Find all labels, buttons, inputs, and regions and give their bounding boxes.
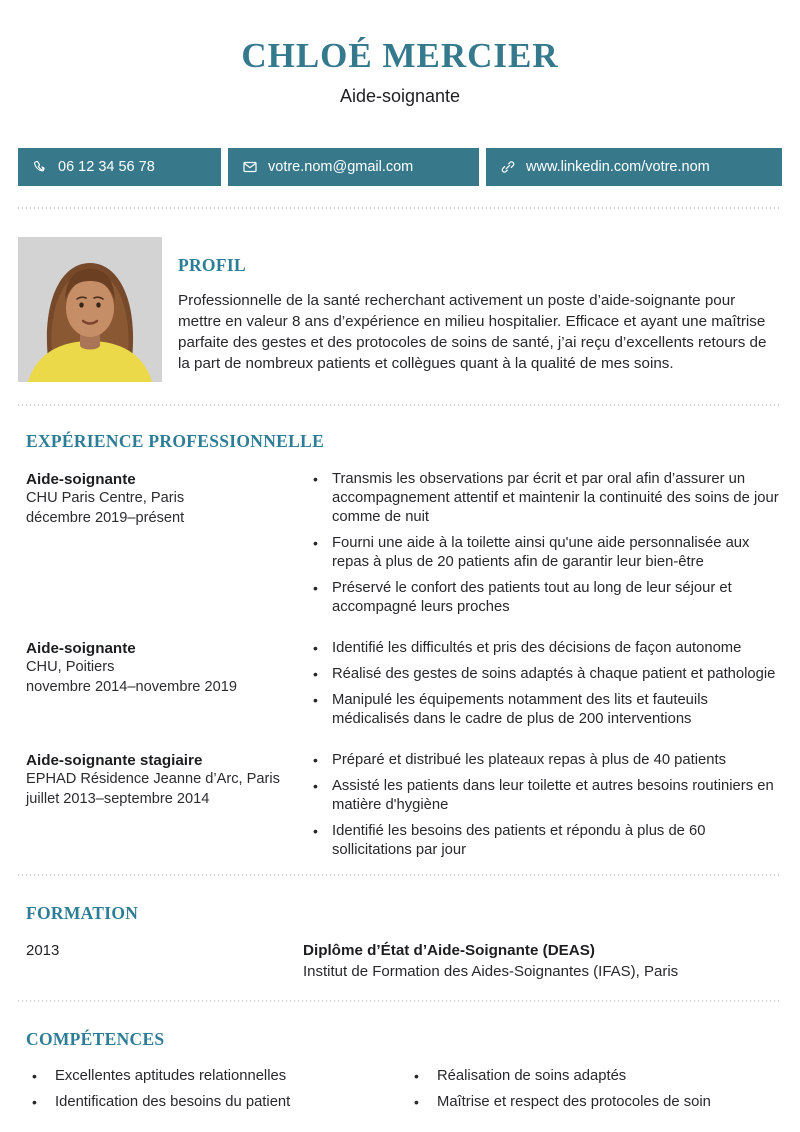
formation-heading: FORMATION <box>26 903 139 923</box>
email-address: votre.nom@gmail.com <box>268 159 414 175</box>
skills-column-left <box>18 1067 400 1112</box>
skill-item: • Maîtrise et respect des protocoles de soin <box>400 1093 782 1112</box>
job-bullets <box>303 470 782 617</box>
experience-heading: EXPÉRIENCE PROFESSIONNELLE <box>26 431 325 451</box>
job-title: Aide-soignante <box>26 640 136 657</box>
job-dates: décembre 2019–présent <box>26 509 185 526</box>
job-title-subtitle: Aide-soignante <box>339 86 461 106</box>
bullet-item: • Assisté les patients dans leur toilette et autres besoins routiniers en matière d'hygiène <box>303 777 782 815</box>
bullet-item: • Transmis les observations par écrit et par oral afin d’assurer un accompagnement attentif et maintenir la continuité des soins de jour comme de nuit <box>303 470 782 527</box>
divider <box>18 207 782 209</box>
job-entry <box>18 751 782 860</box>
phone-number: 06 12 34 56 78 <box>58 159 155 175</box>
section-formation <box>18 902 782 982</box>
contact-bar <box>18 148 782 186</box>
profil-heading: PROFIL <box>178 255 246 275</box>
formation-entry <box>18 940 782 982</box>
phone-icon <box>32 159 48 175</box>
linkedin-url: www.linkedin.com/votre.nom <box>526 159 710 175</box>
email-icon <box>242 159 258 175</box>
skills-grid <box>18 1067 782 1112</box>
formation-school: Institut de Formation des Aides-Soignantes (IFAS), Paris <box>303 963 679 980</box>
competences-heading: COMPÉTENCES <box>26 1029 165 1049</box>
profile-photo <box>18 237 162 382</box>
divider <box>18 1000 782 1002</box>
bullet-item: • Fourni une aide à la toilette ainsi qu'une aide personnalisée aux repas à plus de 20 patients afin de garantir leur bien-être <box>303 534 782 572</box>
profil-text: Professionnelle de la santé recherchant activement un poste d’aide-soignante pour mettre en valeur 8 ans d’expérience en milieu hospitalier. Efficace et ayant une maîtrise parfaite des gestes et des protocoles de soins de santé, j’ai reçu d’excellents retours de la part de nombreux patients et collègues quant à la qualité de mes soins. <box>178 292 767 372</box>
job-entry <box>18 639 782 729</box>
bullet-item: • Réalisé des gestes de soins adaptés à chaque patient et pathologie <box>303 665 782 684</box>
job-bullets <box>303 639 782 729</box>
bullet-item: • Identifié les besoins des patients et répondu à plus de 60 sollicitations par jour <box>303 822 782 860</box>
divider <box>18 404 782 406</box>
bullet-item: • Manipulé les équipements notamment des lits et fauteuils médicalisés dans le cadre de plus de 200 interventions <box>303 691 782 729</box>
job-bullets <box>303 751 782 860</box>
divider <box>18 874 782 876</box>
phone-chip[interactable] <box>18 148 221 186</box>
job-dates: juillet 2013–septembre 2014 <box>26 790 210 807</box>
bullet-item: • Identifié les difficultés et pris des décisions de façon autonome <box>303 639 782 658</box>
job-dates: novembre 2014–novembre 2019 <box>26 678 237 695</box>
skill-item: • Identification des besoins du patient <box>18 1093 400 1112</box>
section-profil <box>18 237 782 382</box>
formation-year: 2013 <box>26 942 60 959</box>
skills-column-right <box>400 1067 782 1112</box>
section-experience <box>18 430 782 860</box>
bullet-item: • Préservé le confort des patients tout au long de leur séjour et accompagné leurs proches <box>303 579 782 617</box>
page-title: CHLOÉ MERCIER <box>241 36 559 75</box>
section-competences <box>18 1028 782 1112</box>
bullet-item: • Préparé et distribué les plateaux repas à plus de 40 patients <box>303 751 782 770</box>
job-org: EPHAD Résidence Jeanne d’Arc, Paris <box>26 771 280 787</box>
email-chip[interactable] <box>228 148 479 186</box>
job-entry <box>18 470 782 617</box>
job-title: Aide-soignante <box>26 471 136 488</box>
link-icon <box>500 159 516 175</box>
linkedin-chip[interactable] <box>486 148 782 186</box>
job-title: Aide-soignante stagiaire <box>26 752 203 769</box>
job-org: CHU Paris Centre, Paris <box>26 490 185 506</box>
job-org: CHU, Poitiers <box>26 659 115 675</box>
formation-degree: Diplôme d’État d’Aide-Soignante (DEAS) <box>303 942 595 959</box>
skill-item: • Réalisation de soins adaptés <box>400 1067 782 1086</box>
skill-item: • Excellentes aptitudes relationnelles <box>18 1067 400 1086</box>
